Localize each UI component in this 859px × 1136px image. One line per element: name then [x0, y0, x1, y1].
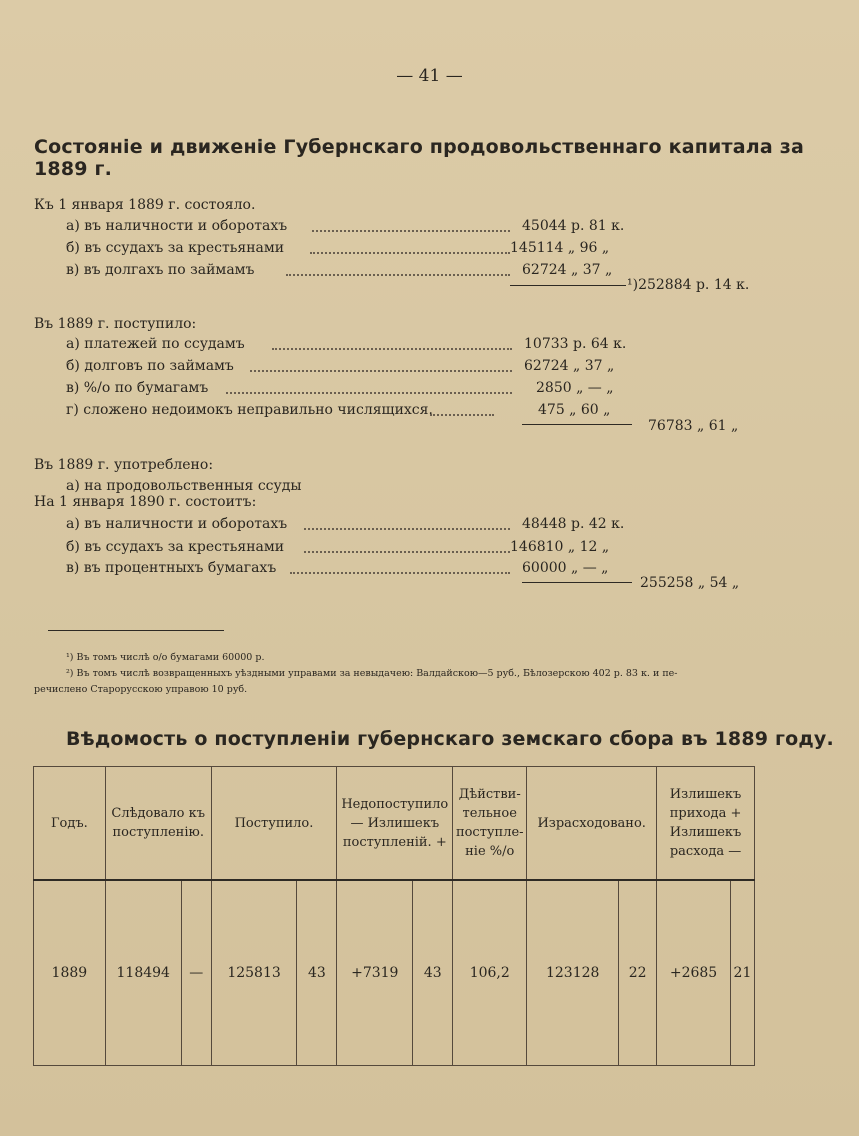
cell-year: 1889 — [34, 880, 106, 1066]
cell-surplus-k: 21 — [730, 880, 754, 1066]
cell-actual: 106,2 — [453, 880, 527, 1066]
s1-a-label: а) въ наличности и оборотахъ — [66, 218, 288, 234]
s1-b-label: б) въ ссудахъ за крестьянами — [66, 240, 285, 256]
col-received: Поступило. — [211, 767, 337, 881]
page-number: — 41 — — [396, 66, 463, 86]
s2-d-amount: 475 „ 60 „ — [538, 402, 611, 418]
s2-b-amount: 62724 „ 37 „ — [524, 358, 615, 374]
col-actual: Дѣйстви-тельное поступле-ніе %/о — [453, 767, 527, 881]
leader-dots — [430, 414, 494, 416]
s2-total: 76783 „ 61 „ — [648, 418, 739, 434]
s4-total: 255258 „ 54 „ — [640, 575, 740, 591]
leader-dots — [272, 348, 512, 350]
cell-shortfall-k: 43 — [413, 880, 453, 1066]
footnote-1: ¹) Въ томъ числѣ о/о бумагами 60000 р. — [66, 652, 265, 663]
cell-received-k: 43 — [297, 880, 337, 1066]
sum-rule — [522, 424, 632, 425]
s1-a-amount: 45044 р. 81 к. — [522, 218, 625, 234]
s2-d-label: г) сложено недоимокъ неправильно числящихся. — [66, 402, 433, 418]
leader-dots — [290, 572, 510, 574]
cell-spent-k: 22 — [619, 880, 657, 1066]
s4-heading: На 1 января 1890 г. состоитъ: — [34, 494, 257, 510]
sum-rule — [522, 582, 632, 583]
s4-a-label: а) въ наличности и оборотахъ — [66, 516, 288, 532]
s4-b-amount: 146810 „ 12 „ — [510, 539, 610, 555]
s4-c-amount: 60000 „ — „ — [522, 560, 609, 576]
cell-due-k: — — [181, 880, 211, 1066]
s1-c-label: в) въ долгахъ по займамъ — [66, 262, 255, 278]
zemstvo-title: Вѣдомость о поступленіи губернскаго земскаго сбора въ 1889 году. — [66, 728, 834, 750]
s2-c-amount: 2850 „ — „ — [536, 380, 614, 396]
zemstvo-table — [33, 766, 755, 1066]
cell-spent-r: 123128 — [527, 880, 619, 1066]
leader-dots — [286, 274, 510, 276]
s4-a-amount: 48448 р. 42 к. — [522, 516, 625, 532]
cell-due-r: 118494 — [105, 880, 181, 1066]
footnote-2-line1: ²) Въ томъ числѣ возвращенныхъ уѣздными управами за невыдачею: Валдайскою—5 руб., Бѣлозерскою 402 р. 83 к. и пе- — [66, 668, 678, 679]
s3-a-label: а) на продовольственныя ссуды — [66, 478, 302, 494]
col-surplus: Излишекъ прихода + Излишекъ расхода — — [657, 767, 755, 881]
s1-c-amount: 62724 „ 37 „ — [522, 262, 613, 278]
s2-a-label: а) платежей по ссудамъ — [66, 336, 245, 352]
s4-c-label: в) въ процентныхъ бумагахъ — [66, 560, 277, 576]
table-row — [34, 880, 755, 1066]
s4-b-label: б) въ ссудахъ за крестьянами — [66, 539, 285, 555]
cell-received-r: 125813 — [211, 880, 297, 1066]
footnote-rule — [48, 630, 224, 631]
s2-c-label: в) %/о по бумагамъ — [66, 380, 209, 396]
s1-total: ¹)252884 р. 14 к. — [627, 277, 750, 293]
footnote-2-line2: речислено Старорусскою управою 10 руб. — [34, 684, 248, 695]
s2-a-amount: 10733 р. 64 к. — [524, 336, 627, 352]
col-due: Слѣдовало къ поступленію. — [105, 767, 211, 881]
leader-dots — [310, 252, 510, 254]
col-spent: Израсходовано. — [527, 767, 657, 881]
s3-heading: Въ 1889 г. употреблено: — [34, 457, 214, 473]
leader-dots — [226, 392, 512, 394]
s1-b-amount: 145114 „ 96 „ — [510, 240, 610, 256]
leader-dots — [312, 230, 510, 232]
col-year: Годъ. — [34, 767, 106, 881]
capital-title: Состояніе и движеніе Губернскаго продовольственнаго капитала за 1889 г. — [34, 136, 805, 180]
table-header-row — [34, 767, 755, 881]
s2-heading: Въ 1889 г. поступило: — [34, 316, 197, 332]
col-shortfall: Недопоступило — Излишекъ поступленій. + — [337, 767, 453, 881]
s1-heading: Къ 1 января 1889 г. состояло. — [34, 197, 256, 213]
leader-dots — [250, 370, 512, 372]
leader-dots — [304, 551, 510, 553]
cell-shortfall-r: +7319 — [337, 880, 413, 1066]
s2-b-label: б) долговъ по займамъ — [66, 358, 234, 374]
leader-dots — [304, 528, 510, 530]
cell-surplus-r: +2685 — [657, 880, 731, 1066]
sum-rule — [510, 285, 626, 286]
